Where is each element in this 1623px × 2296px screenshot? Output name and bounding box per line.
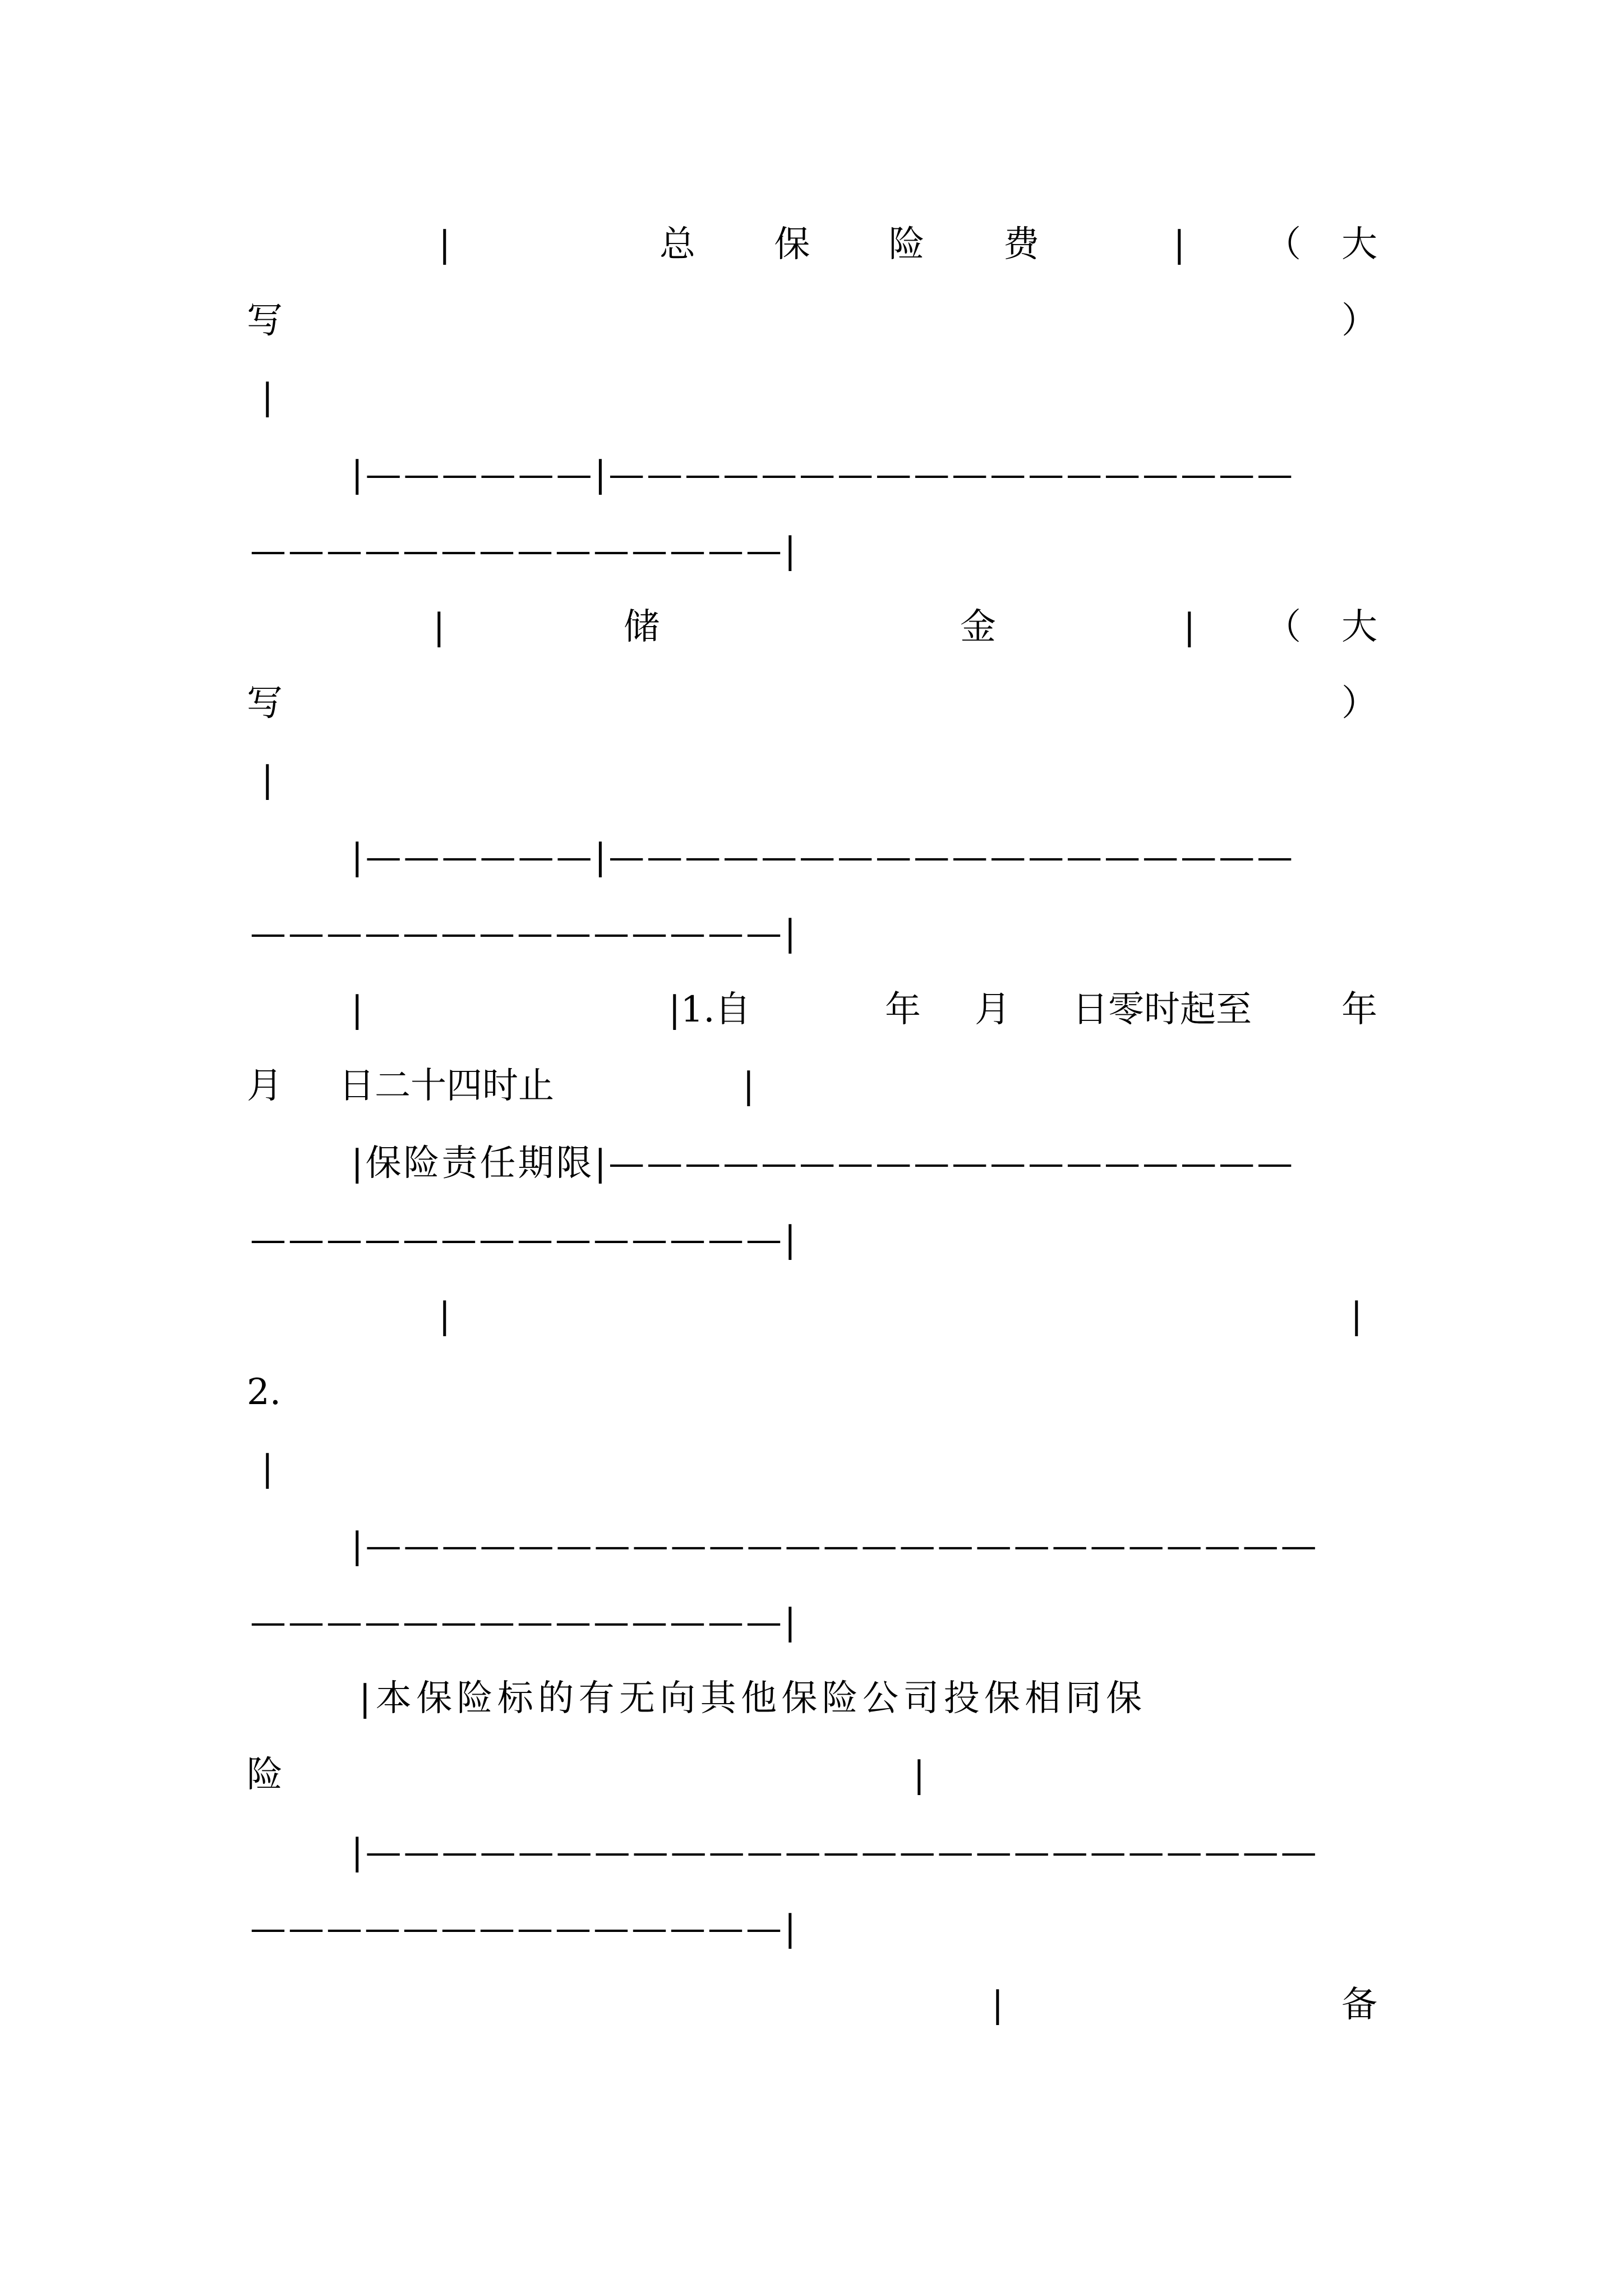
label-remarks: 备 xyxy=(1341,1984,1377,2026)
text-month: 月 xyxy=(975,989,1011,1030)
table-rule: |——————|—————————————————— xyxy=(351,454,1295,495)
label-deposit-2: 金 xyxy=(960,606,996,648)
text-xie: 写 xyxy=(247,683,283,724)
table-border: | xyxy=(439,224,451,265)
text-month: 月 xyxy=(247,1065,283,1107)
table-rule: ——————————————| xyxy=(250,1219,799,1260)
table-border: | xyxy=(1350,1295,1363,1337)
text-day-start: 日零时起至 xyxy=(1072,989,1252,1030)
text-xie: 写 xyxy=(247,300,283,342)
table-border: | xyxy=(261,376,274,418)
text-xian: 险 xyxy=(247,1754,283,1796)
table-border: | xyxy=(992,1984,1004,2026)
label-insurance-period: |保险责任期限|—————————————————— xyxy=(351,1143,1295,1184)
table-border: | xyxy=(261,1448,274,1489)
table-rule: ——————————————| xyxy=(250,913,799,954)
table-rule: |————————————————————————— xyxy=(351,1832,1319,1873)
text-day-end: 日二十四时止 xyxy=(339,1065,554,1107)
label-other-insurance: | 本 保 险 标 的 有 无 向 其 他 保 险 公 司 投 保 相 同 保 xyxy=(359,1678,1139,1719)
paren-close: ） xyxy=(1341,300,1377,342)
paren-open: （ xyxy=(1265,224,1301,265)
paren-close: ） xyxy=(1341,683,1377,724)
text-da: 大 xyxy=(1341,224,1377,265)
table-border: | xyxy=(913,1754,925,1796)
table-border: | xyxy=(433,606,445,648)
text-year: 年 xyxy=(885,989,921,1030)
table-border: | xyxy=(261,759,274,800)
table-rule: ——————————————| xyxy=(250,530,799,572)
text-da: 大 xyxy=(1341,606,1377,648)
table-rule: ——————————————| xyxy=(250,1602,799,1643)
table-rule: |————————————————————————— xyxy=(351,1525,1319,1567)
item-number-2: 2. xyxy=(247,1372,282,1413)
text-year: 年 xyxy=(1341,989,1377,1030)
paren-open: （ xyxy=(1265,606,1301,648)
table-rule: |——————|—————————————————— xyxy=(351,836,1295,878)
label-deposit-1: 储 xyxy=(624,606,660,648)
table-border: | xyxy=(1173,224,1186,265)
period-start: |1.自 xyxy=(668,989,751,1030)
table-rule: ——————————————| xyxy=(250,1908,799,1949)
table-border: | xyxy=(743,1065,755,1107)
label-total-premium: 总 保 险 费 xyxy=(660,224,1073,265)
table-border: | xyxy=(439,1295,451,1337)
table-border: | xyxy=(351,989,363,1030)
table-border: | xyxy=(1183,606,1196,648)
